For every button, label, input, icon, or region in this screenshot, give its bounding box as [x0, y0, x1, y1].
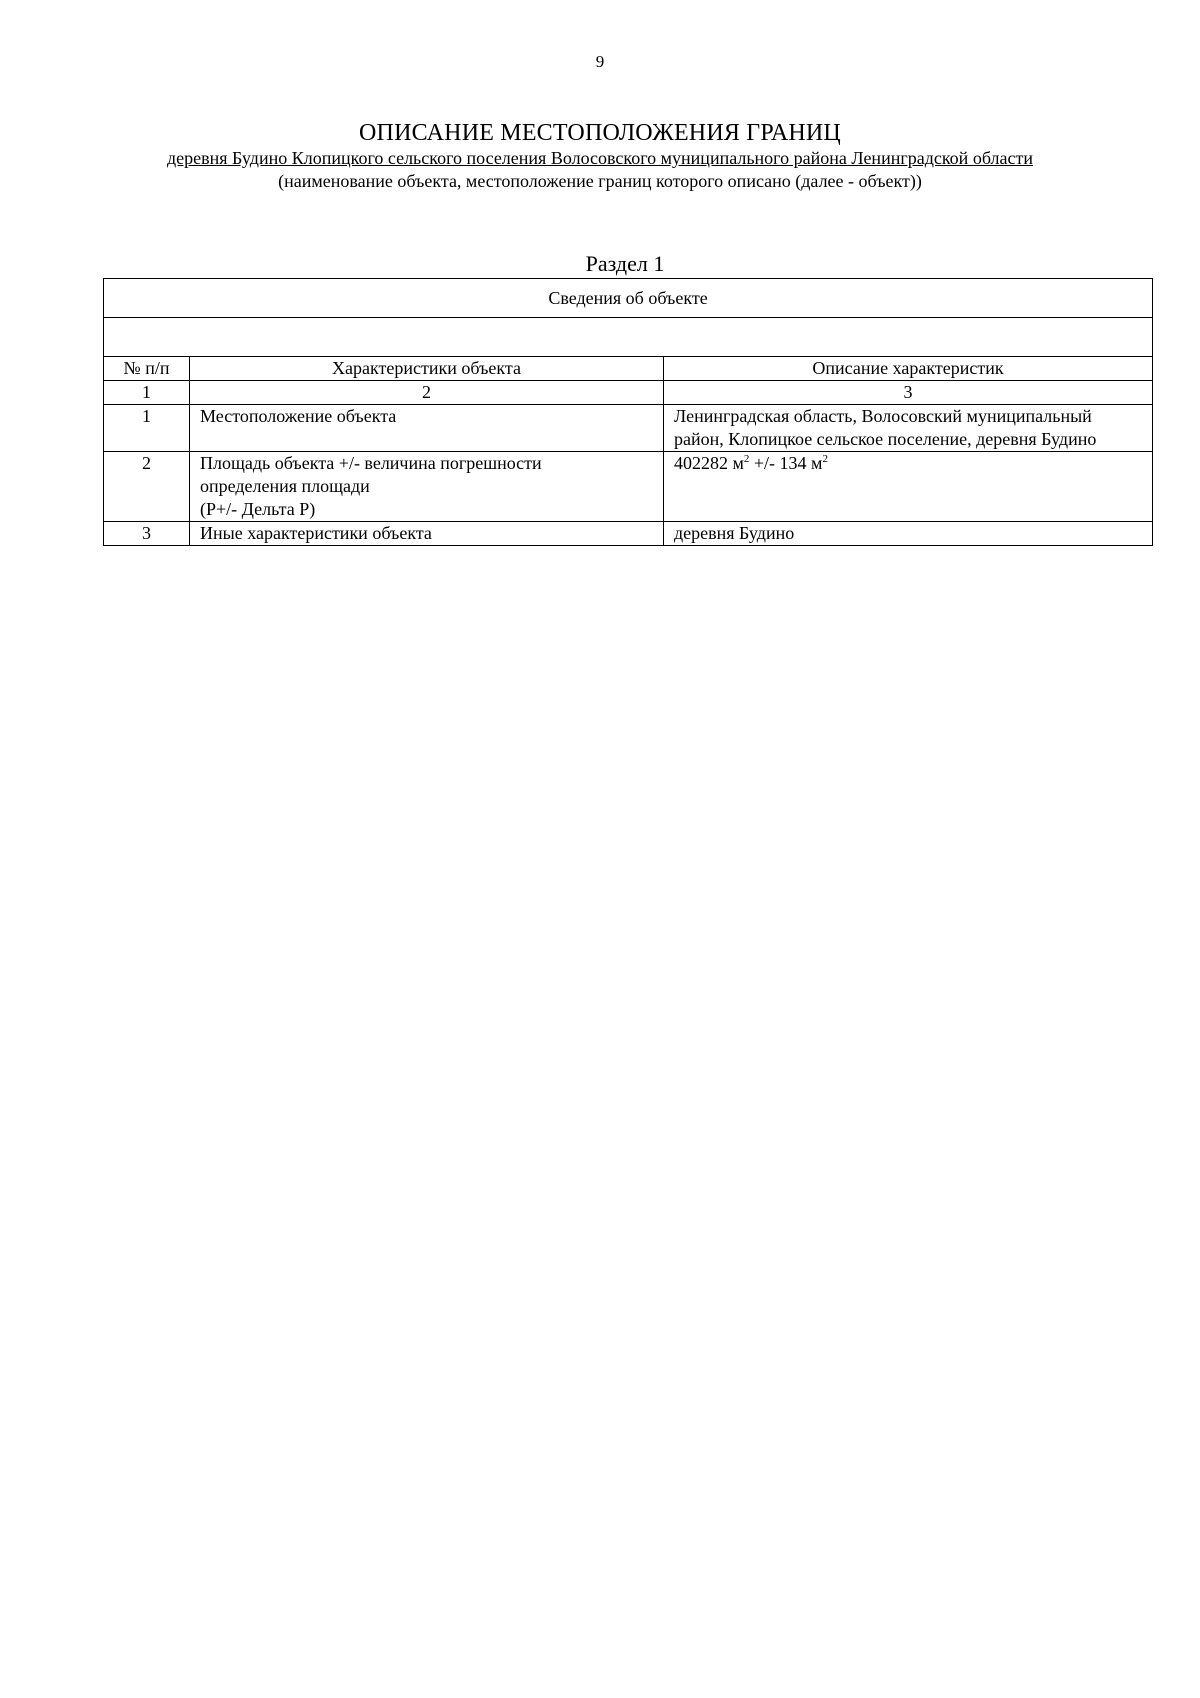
column-header: Описание характеристик [664, 357, 1153, 381]
table-blank-row [104, 318, 1153, 357]
row-number: 2 [104, 452, 190, 522]
object-name: деревня Будино Клопицкого сельского поселения Волосовского муниципального района Ленинградской области [167, 148, 1033, 168]
area-exponent: 2 [743, 453, 750, 465]
characteristic-line: определения площади [200, 476, 370, 496]
area-value: 402282 м [674, 453, 744, 473]
column-header: № п/п [104, 357, 190, 381]
object-info-table [103, 278, 1153, 546]
row-number: 1 [104, 405, 190, 452]
row-characteristic [190, 452, 664, 522]
table-title-row [104, 279, 1153, 318]
column-header: Характеристики объекта [190, 357, 664, 381]
row-description [664, 452, 1153, 522]
characteristic-line: (Р+/- Дельта Р) [200, 499, 316, 519]
table-row [104, 405, 1153, 452]
area-tolerance-exponent: 2 [822, 453, 828, 465]
area-tolerance: +/- 134 м [749, 453, 823, 473]
column-number: 2 [190, 381, 664, 405]
page-number: 9 [595, 52, 605, 71]
column-number: 1 [104, 381, 190, 405]
row-characteristic: Иные характеристики объекта [190, 522, 664, 546]
object-caption: (наименование объекта, местоположение границ которого описано (далее - объект)) [278, 171, 922, 191]
column-number: 3 [664, 381, 1153, 405]
characteristic-line: Площадь объекта +/- величина погрешности [200, 453, 542, 473]
table-title: Сведения об объекте [104, 279, 1153, 318]
column-number-row [104, 381, 1153, 405]
row-number: 3 [104, 522, 190, 546]
document-title: ОПИСАНИЕ МЕСТОПОЛОЖЕНИЯ ГРАНИЦ [359, 120, 841, 146]
column-header-row [104, 357, 1153, 381]
table-row [104, 522, 1153, 546]
table-row [104, 452, 1153, 522]
blank-cell [104, 318, 1153, 357]
section-title: Раздел 1 [585, 251, 665, 276]
row-description: деревня Будино [664, 522, 1153, 546]
row-characteristic: Местоположение объекта [190, 405, 664, 452]
row-description: Ленинградская область, Волосовский муниципальный район, Клопицкое сельское поселение, деревня Будино [664, 405, 1153, 452]
